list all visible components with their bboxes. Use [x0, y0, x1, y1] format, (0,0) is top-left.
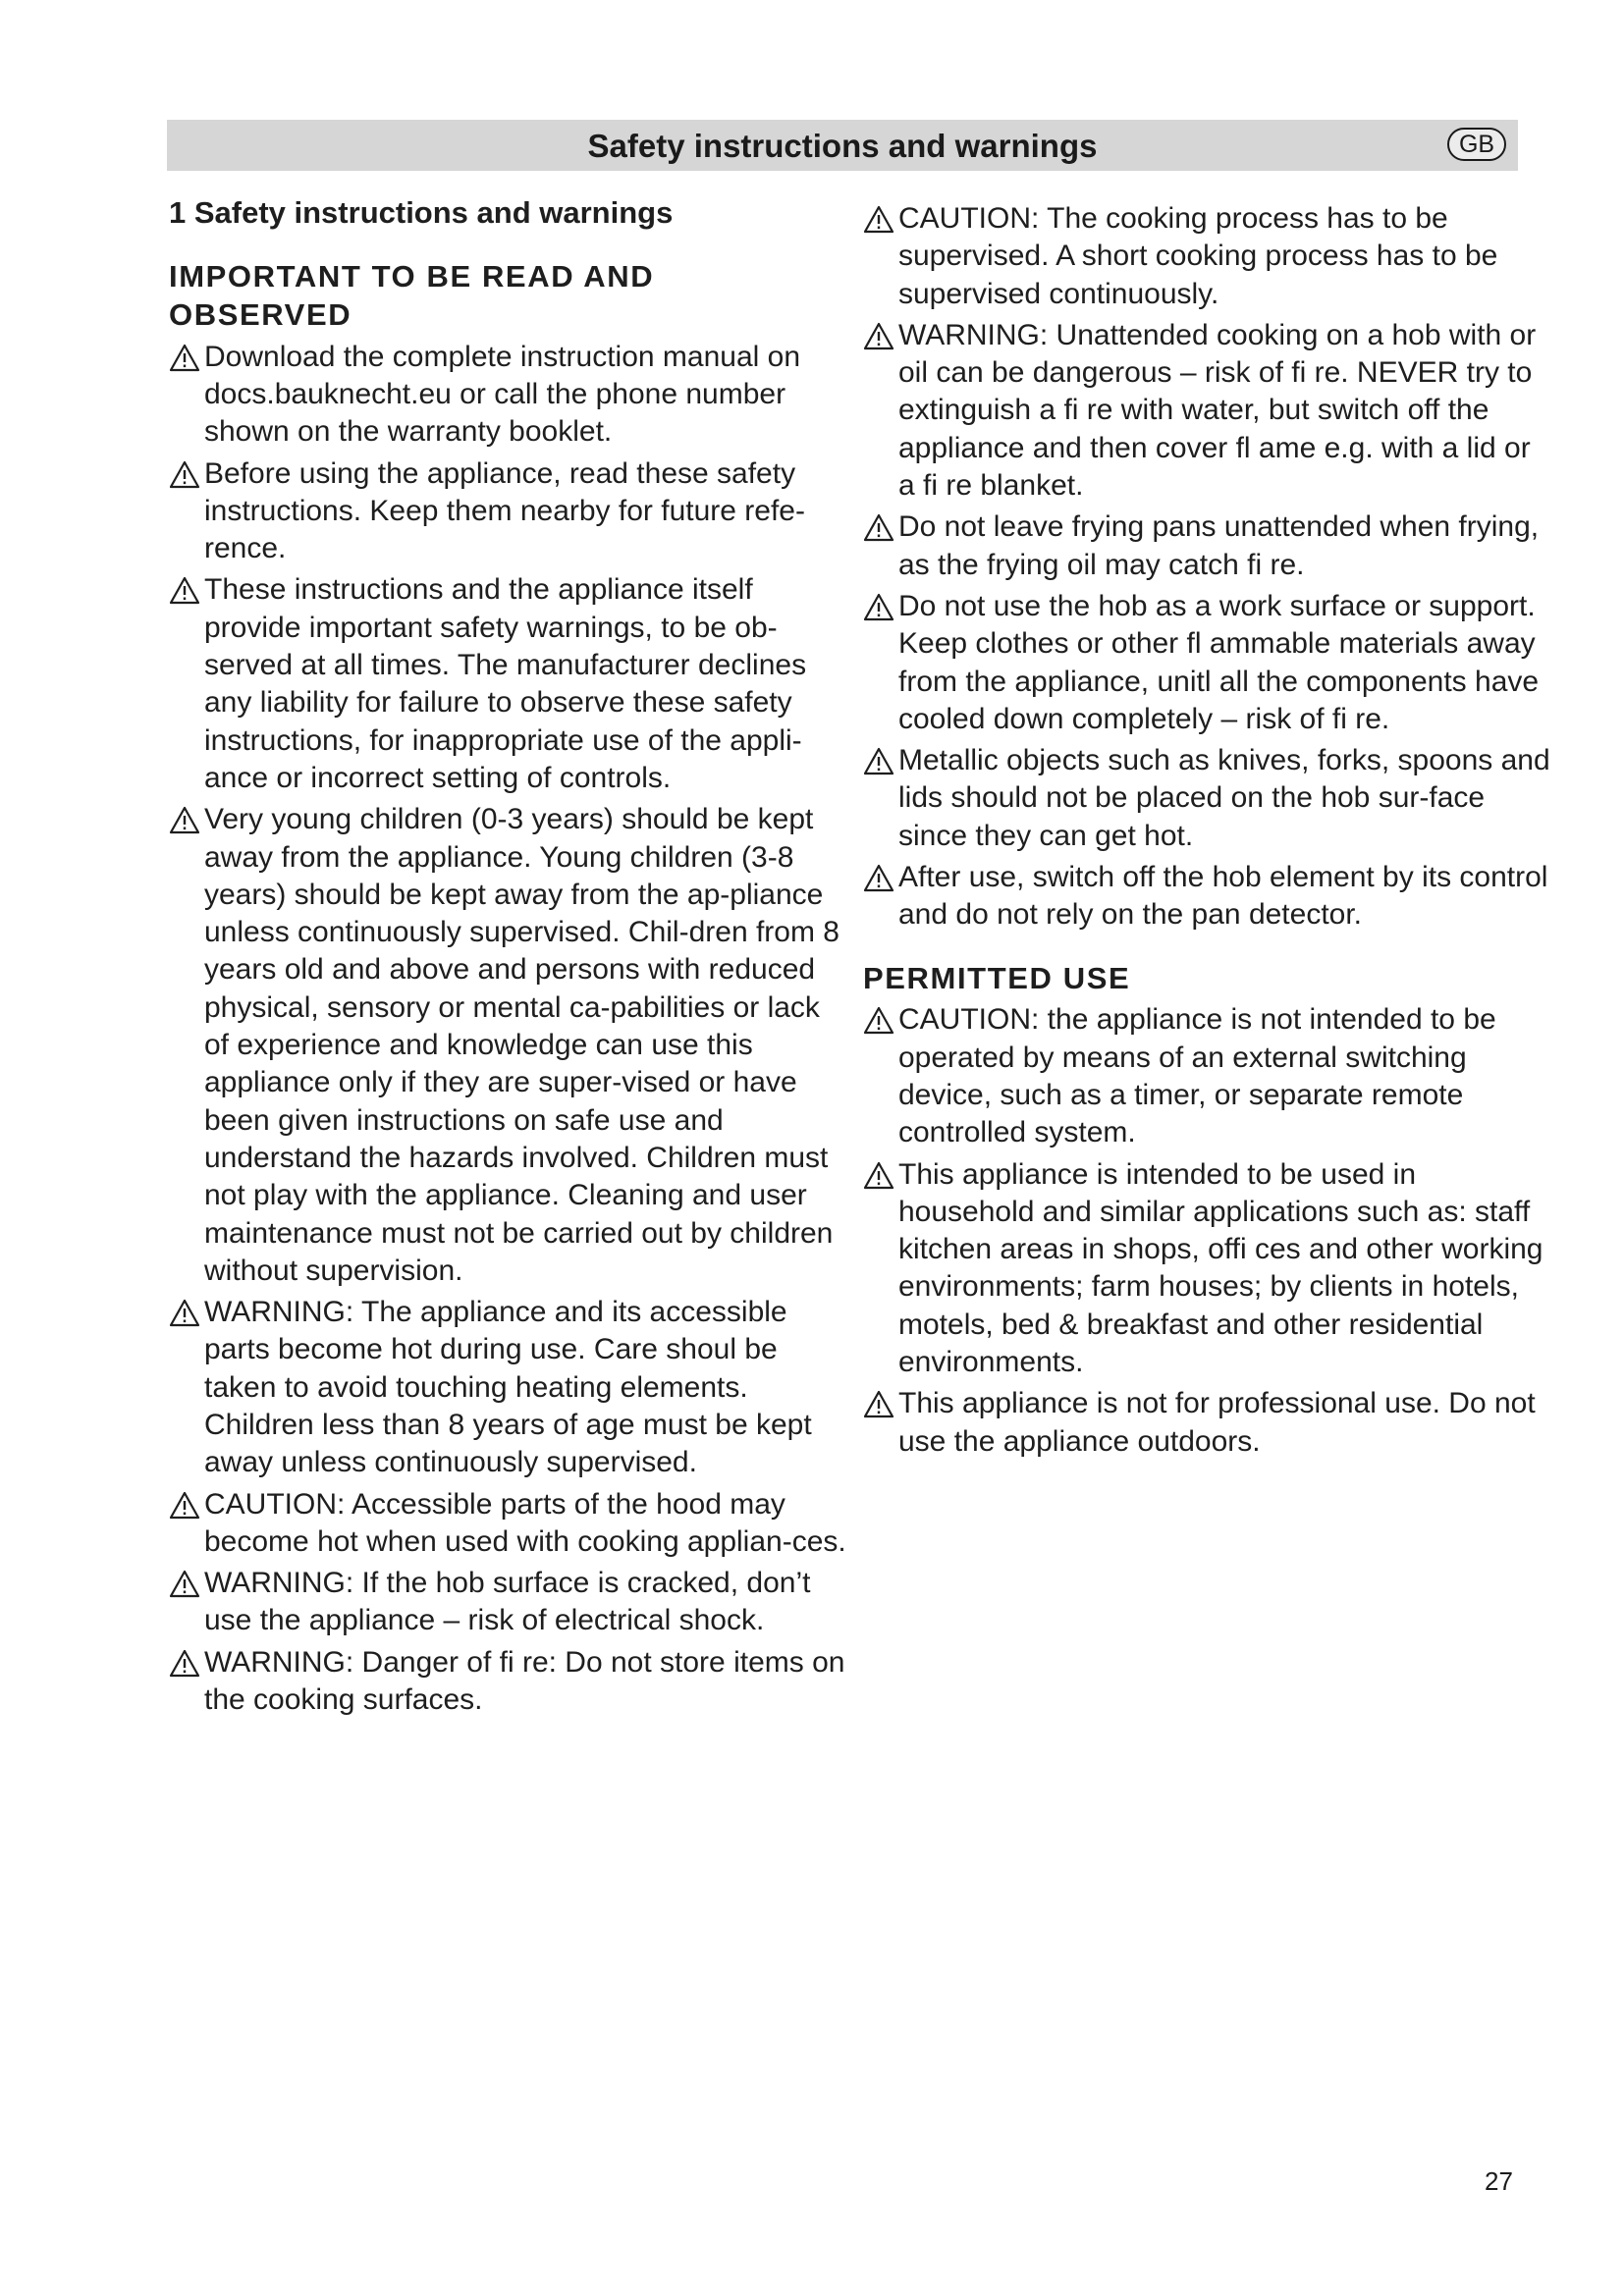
item-text: After use, switch off the hob element by its control and do not rely on the pan detector. — [898, 861, 1548, 932]
item-text: Before using the appliance, read these safety instructions. Keep them nearby for future refe-rence. — [204, 456, 805, 565]
left-column — [169, 194, 846, 1723]
item-text: WARNING: Unattended cooking on a hob with or oil can be dangerous – risk of fi re. NEVER try to extinguish a fi re with water, but switch off the appliance and then cover fl ame e.g. with a lid or a fi re blanket. — [898, 318, 1537, 503]
list-item — [863, 1001, 1550, 1151]
item-text: WARNING: Danger of fi re: Do not store items on the cooking surfaces. — [204, 1645, 845, 1717]
warning-triangle-icon — [169, 1648, 200, 1678]
item-text: Do not use the hob as a work surface or support. Keep clothes or other fl ammable materials away from the appliance, unitl all the components have cooled down completely – risk of fi re. — [898, 589, 1540, 735]
item-text: WARNING: The appliance and its accessible parts become hot during use. Care shoul be taken to avoid touching heating elements. Children less than 8 years of age must be kept away unless continuously supervised. — [204, 1296, 812, 1479]
warning-triangle-icon — [169, 1569, 200, 1598]
list-item — [169, 1565, 846, 1640]
warning-triangle-icon — [863, 863, 894, 892]
left-warning-list — [169, 339, 846, 1720]
item-text: Metallic objects such as knives, forks, spoons and lids should not be placed on the hob sur-face since they can get hot. — [898, 744, 1550, 852]
list-item — [169, 801, 846, 1290]
item-text: These instructions and the appliance itself provide important safety warnings, to be ob-served at all times. The manufacturer declines any liability for failure to observe these safety instructions, for inappropriate use of the appli-ance or incorrect setting of controls. — [204, 573, 807, 794]
section-title: 1 Safety instructions and warnings — [169, 195, 674, 230]
language-badge: GB — [1447, 128, 1506, 161]
item-text: This appliance is intended to be used in household and similar applications such as: staff kitchen areas in shops, offi ces and other working environments; farm houses; by clients in hotels, motels, bed & breakfast and other residential environments. — [898, 1157, 1543, 1379]
list-item — [169, 571, 846, 797]
item-text: CAUTION: The cooking process has to be supervised. A short cooking process has to be supervised continuously. — [898, 202, 1498, 310]
warning-triangle-icon — [169, 575, 200, 605]
warning-triangle-icon — [863, 746, 894, 775]
item-text: Download the complete instruction manual on docs.bauknecht.eu or call the phone number shown on the warranty booklet. — [204, 340, 801, 449]
warning-triangle-icon — [169, 1298, 200, 1327]
warning-triangle-icon — [863, 592, 894, 621]
item-text: CAUTION: the appliance is not intended to be operated by means of an external switching device, such as a timer, or separate remote controlled system. — [898, 1003, 1496, 1149]
warning-triangle-icon — [169, 1490, 200, 1520]
warning-triangle-icon — [863, 321, 894, 350]
list-item — [863, 317, 1550, 505]
warning-triangle-icon — [863, 1160, 894, 1190]
warning-triangle-icon — [169, 459, 200, 489]
item-text: This appliance is not for professional use. Do not use the appliance outdoors. — [898, 1387, 1536, 1458]
header-bar — [167, 120, 1518, 171]
list-item — [863, 508, 1550, 584]
right-warning-list — [863, 200, 1550, 934]
list-item — [169, 339, 846, 452]
list-item — [863, 742, 1550, 855]
list-item — [863, 588, 1550, 738]
item-text: Very young children (0-3 years) should be kept away from the appliance. Young children (3-8 years) should be kept away from the ap-pliance unless continuously supervised. Chil-dren from 8 years old and above and persons with reduced physical, sensory or mental ca-pabilities or lack of experience and knowledge can use this appliance only if they are super-vised or have been given instructions on safe use and understand the hazards involved. Children must not play with the appliance. Cleaning and user maintenance must not be carried out by children without supervision. — [204, 803, 839, 1287]
warning-triangle-icon — [863, 512, 894, 542]
page-number: 27 — [1485, 2166, 1513, 2196]
list-item — [863, 1156, 1550, 1382]
list-item — [863, 859, 1550, 934]
warning-triangle-icon — [169, 343, 200, 372]
item-text: WARNING: If the hob surface is cracked, don’t use the appliance – risk of electrical shock. — [204, 1567, 811, 1637]
subhead-permitted-use: PERMITTED USE — [863, 960, 1131, 995]
list-item — [169, 455, 846, 568]
subhead-important: IMPORTANT TO BE READ AND OBSERVED — [169, 259, 655, 332]
list-item — [169, 1486, 846, 1562]
list-item — [863, 1385, 1550, 1461]
warning-triangle-icon — [863, 1005, 894, 1035]
page-title: Safety instructions and warnings — [587, 128, 1098, 164]
permitted-use-list — [863, 1001, 1550, 1461]
list-item — [169, 1294, 846, 1481]
warning-triangle-icon — [863, 1389, 894, 1418]
list-item — [863, 200, 1550, 313]
warning-triangle-icon — [169, 805, 200, 834]
item-text: Do not leave frying pans unattended when frying, as the frying oil may catch fi re. — [898, 510, 1540, 581]
right-column — [863, 200, 1550, 1465]
item-text: CAUTION: Accessible parts of the hood may become hot when used with cooking applian-ces. — [204, 1487, 846, 1558]
list-item — [169, 1644, 846, 1720]
warning-triangle-icon — [863, 204, 894, 234]
